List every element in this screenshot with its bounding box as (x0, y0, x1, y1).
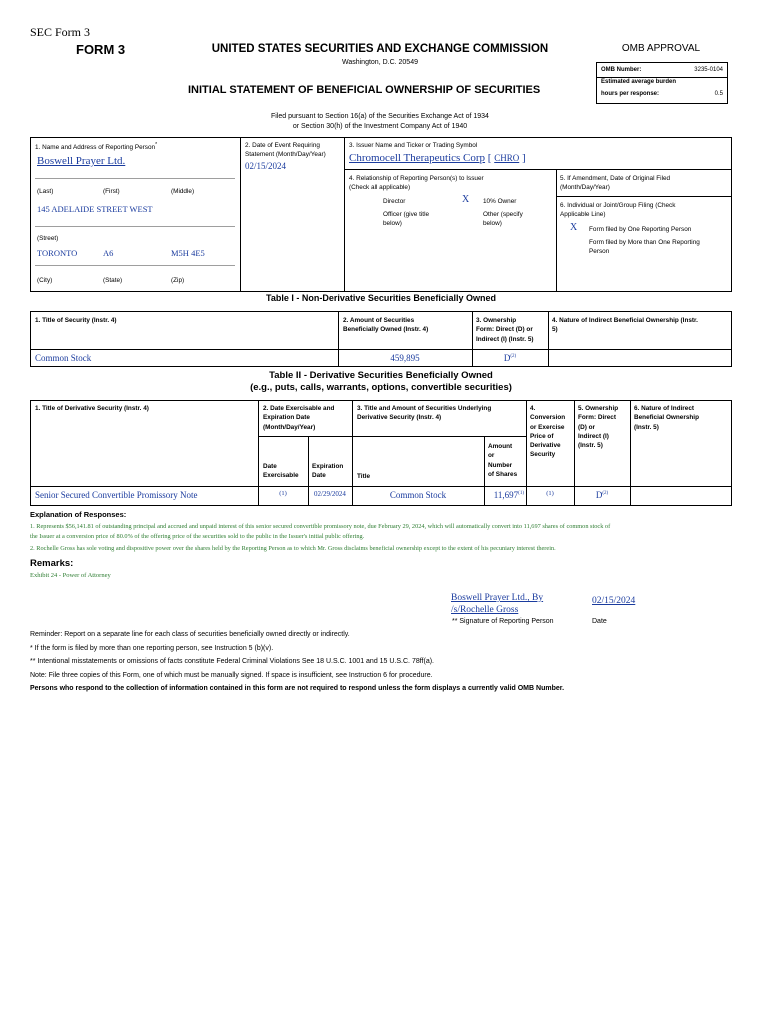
t2-col3-header-2: Derivative Security (Instr. 4) (357, 414, 442, 422)
filed-pursuant (200, 112, 560, 132)
t2-col1-header: 1. Title of Derivative Security (Instr. 4) (35, 405, 149, 412)
t2-amount-subheader-4: of Shares (488, 470, 518, 478)
ten-percent-owner-label: 10% Owner (483, 198, 517, 205)
last-label: (Last) (37, 188, 54, 195)
omb-approval-box (596, 62, 728, 104)
t2-col4-header-3: or Exercise (530, 423, 565, 431)
t1-col2-header (343, 316, 428, 335)
t1-col1-header: 1. Title of Security (Instr. 4) (35, 317, 117, 324)
footnote-1 (30, 522, 735, 542)
t1-row-form-value: D (503, 353, 511, 363)
city-label: (City) (37, 277, 53, 284)
reporting-person-name[interactable]: Boswell Prayer Ltd. (37, 155, 126, 167)
signature-line-1: Boswell Prayer Ltd., By (451, 593, 544, 603)
footnote-1-line-2: the Issuer at a conversion price of 80.0% of the offering price of the securities sold to the public in the Issuer's initial public offering. (30, 532, 365, 540)
t2-col4-header-1: 4. (530, 405, 536, 412)
table2-title (30, 370, 732, 395)
note-multiple-persons: * If the form is filed by more than one reporting person, see Instruction 5 (b)(v). (30, 645, 274, 652)
footnote-2: 2. Rochelle Gross has sole voting and dispositive power over the shares held by the Reporting Person as to which Mr. Gross disclaims beneficial ownership except to the extent of his pecuniary interest therein. (30, 545, 556, 552)
ticker-open: [ (487, 152, 492, 164)
t2-col5-header-5: (Instr. 5) (578, 442, 603, 450)
signature-line-2: /s/Rochelle Gross (451, 605, 519, 616)
zip-label: (Zip) (171, 277, 185, 284)
box6-label-1: 6. Individual or Joint/Group Filing (Check (560, 202, 676, 209)
t1-col4-header-2: 5) (552, 326, 558, 334)
t1-col3-header (476, 316, 534, 344)
t2-row-shares (484, 490, 524, 500)
issuer-name[interactable]: Chromocell Therapeutics Corp (349, 152, 486, 164)
t2-row-form-footnote[interactable]: (2) (602, 491, 609, 496)
box1-label (35, 142, 157, 152)
box3-label: 3. Issuer Name and Ticker or Trading Symbol (349, 142, 478, 149)
t2-col4-header-2: Conversion (530, 414, 566, 422)
officer-label-2: below) (383, 220, 402, 228)
box5-label (560, 174, 670, 193)
t2-row-price[interactable]: (1) (546, 490, 554, 497)
t2-amount-subheader (488, 442, 517, 479)
t2-date-exercisable-header-2: Exercisable (263, 472, 299, 480)
t2-col5-header-1: 5. Ownership (578, 405, 619, 412)
t2-col4-header-6: Security (530, 451, 556, 459)
t2-col6-header (634, 404, 699, 432)
t1-col3-header-2: Form: Direct (D) or (476, 326, 533, 334)
box5-label-2: (Month/Day/Year) (560, 184, 610, 192)
omb-title: OMB APPROVAL (621, 43, 701, 54)
statement-title: INITIAL STATEMENT OF BENEFICIAL OWNERSHIP OF SECURITIES (188, 84, 541, 96)
zip-value: M5H 4E5 (171, 248, 205, 258)
filed-line-2: or Section 30(h) of the Investment Company Act of 1940 (292, 122, 468, 130)
t1-row-amount: 459,895 (390, 353, 420, 363)
table2-title-1: Table II - Derivative Securities Beneficially Owned (269, 370, 493, 381)
box1-label-text: 1. Name and Address of Reporting Person (35, 144, 156, 152)
street-label: (Street) (37, 235, 59, 242)
t1-col3-header-1: 3. Ownership (476, 317, 517, 324)
issuer-row (349, 152, 526, 164)
t2-row-form (574, 490, 630, 500)
footnote-1-line-1: 1. Represents $56,141.81 of outstanding principal and accrued and unpaid interest of this senior secured convertible promissory note, due February 29, 2024, which will automatically convert into 11,697 shares of common stock of (30, 523, 611, 530)
t2-amount-subheader-3: Number (488, 461, 513, 469)
one-person-label: Form filed by One Reporting Person (589, 226, 692, 233)
t2-expiration-header (312, 462, 343, 481)
t2-col6-header-2: Beneficial Ownership (634, 414, 699, 422)
other-label-2: below) (483, 220, 502, 228)
t2-col2-header (263, 404, 334, 432)
box5-label-1: 5. If Amendment, Date of Original Filed (560, 175, 671, 182)
box2-label-1: 2. Date of Event Requiring (245, 142, 320, 149)
t2-col4-header-5: Derivative (530, 442, 561, 450)
street-value: 145 ADELAIDE STREET WEST (37, 204, 153, 214)
omb-burden-label-1: Estimated average burden (601, 79, 677, 85)
middle-label: (Middle) (171, 188, 195, 195)
box6-label (560, 201, 675, 220)
note-misstatements: ** Intentional misstatements or omissions of facts constitute Federal Criminal Violations See 18 U.S.C. 1001 and 15 U.S.C. 78ff(a). (30, 658, 434, 665)
omb-number-label: OMB Number: (601, 67, 642, 73)
t2-col5-header (578, 404, 618, 450)
more-persons-label (589, 238, 700, 257)
t1-row-form-footnote[interactable]: (2) (510, 354, 517, 359)
first-label: (First) (103, 188, 120, 195)
note-file-copies: Note: File three copies of this Form, one of which must be manually signed. If space is insufficient, see Instruction 6 for procedure. (30, 672, 433, 679)
t1-col4-header-1: 4. Nature of Indirect Beneficial Ownership (Instr. (552, 317, 698, 324)
box4-label (349, 174, 484, 193)
box2-label-2: Statement (Month/Day/Year) (245, 151, 326, 159)
t2-row-underlying: Common Stock (389, 490, 447, 500)
t2-date-exercisable-header-1: Date (263, 463, 277, 470)
box1-asterisk: * (155, 142, 158, 148)
t2-date-exercisable-header (263, 462, 299, 481)
officer-label-1: Officer (give title (383, 211, 430, 218)
form-label: FORM 3 (76, 42, 126, 57)
event-date: 02/15/2024 (245, 161, 287, 171)
t2-col6-header-1: 6. Nature of Indirect (634, 405, 695, 412)
t2-title-subheader: Title (357, 473, 371, 480)
t1-col3-header-3: Indirect (I) (Instr. 5) (476, 335, 534, 343)
officer-label (383, 210, 429, 229)
signature-label: ** Signature of Reporting Person (452, 618, 554, 625)
box4-label-2: (Check all applicable) (349, 184, 411, 192)
t2-amount-subheader-2: or (488, 452, 495, 460)
t2-col6-header-3: (Instr. 5) (634, 423, 659, 431)
one-person-checkbox[interactable]: X (570, 222, 578, 233)
other-label-1: Other (specify (483, 211, 523, 218)
table2-title-2: (e.g., puts, calls, warrants, options, convertible securities) (250, 382, 512, 394)
state-value: A6 (103, 248, 114, 258)
t2-col3-header-1: 3. Title and Amount of Securities Underlying (357, 405, 492, 412)
signature-date: 02/15/2024 (592, 596, 636, 606)
explanation-heading: Explanation of Responses: (30, 510, 127, 519)
other-label (483, 210, 523, 229)
signature[interactable] (451, 592, 543, 617)
remarks-text: Exhibit 24 - Power of Attorney (30, 572, 111, 579)
t2-col2-header-2: Expiration Date (263, 414, 310, 422)
t2-amount-subheader-1: Amount (488, 443, 513, 450)
remarks-heading: Remarks: (30, 558, 74, 569)
t2-col4-header-4: Price of (530, 432, 554, 440)
note-omb: Persons who respond to the collection of information contained in this form are not required to respond unless the form displays a currently valid OMB Number. (30, 685, 565, 692)
t1-col2-header-1: 2. Amount of Securities (343, 317, 415, 324)
agency-location: Washington, D.C. 20549 (341, 59, 418, 66)
agency-title: UNITED STATES SECURITIES AND EXCHANGE COMMISSION (211, 43, 549, 55)
director-label: Director (383, 198, 406, 205)
t1-row-title: Common Stock (35, 353, 92, 363)
t2-col4-header (530, 404, 565, 460)
city-value: TORONTO (37, 248, 78, 258)
t2-col5-header-4: Indirect (I) (578, 432, 609, 440)
t2-row-title: Senior Secured Convertible Promissory Note (35, 490, 198, 500)
t2-row-expiration: 02/29/2024 (314, 490, 346, 498)
date-label: Date (592, 618, 607, 625)
t1-row-form (472, 353, 548, 363)
more-persons-label-1: Form filed by More than One Reporting (589, 239, 700, 246)
t1-col4-header (552, 316, 698, 335)
filed-line-1: Filed pursuant to Section 16(a) of the Securities Exchange Act of 1934 (271, 113, 489, 120)
omb-number: 3235-0104 (694, 67, 723, 73)
box6-label-2: Applicable Line) (560, 211, 606, 219)
t2-col5-header-2: Form: Direct (578, 414, 616, 422)
t2-col3-header (357, 404, 491, 423)
page-label: SEC Form 3 (30, 25, 91, 39)
t2-expiration-header-1: Expiration (312, 463, 344, 470)
more-persons-label-2: Person (589, 248, 610, 256)
note-reminder: Reminder: Report on a separate line for each class of securities beneficially owned directly or indirectly. (30, 631, 350, 638)
t2-col2-header-3: (Month/Day/Year) (263, 423, 316, 431)
director-checkbox[interactable]: X (462, 194, 470, 205)
omb-burden: 0.5 (714, 91, 723, 97)
omb-burden-label-2: hours per response: (601, 91, 660, 97)
box4-label-1: 4. Relationship of Reporting Person(s) to Issuer (349, 175, 484, 182)
t2-expiration-header-2: Date (312, 472, 326, 480)
state-label: (State) (103, 277, 123, 284)
box2-label (245, 141, 326, 160)
t2-col5-header-3: (D) or (578, 423, 596, 431)
t2-col2-header-1: 2. Date Exercisable and (263, 405, 335, 412)
table1-title: Table I - Non-Derivative Securities Beneficially Owned (266, 293, 496, 303)
t2-row-shares-footnote[interactable]: (1) (518, 491, 524, 496)
ticker-symbol[interactable]: CHRO (494, 153, 520, 163)
t2-row-exercisable[interactable]: (1) (279, 490, 287, 497)
ticker-close: ] (521, 152, 526, 164)
t2-row-form-value: D (595, 490, 603, 500)
t1-col2-header-2: Beneficially Owned (Instr. 4) (343, 326, 429, 334)
t2-row-shares-value: 11,697 (493, 490, 519, 500)
